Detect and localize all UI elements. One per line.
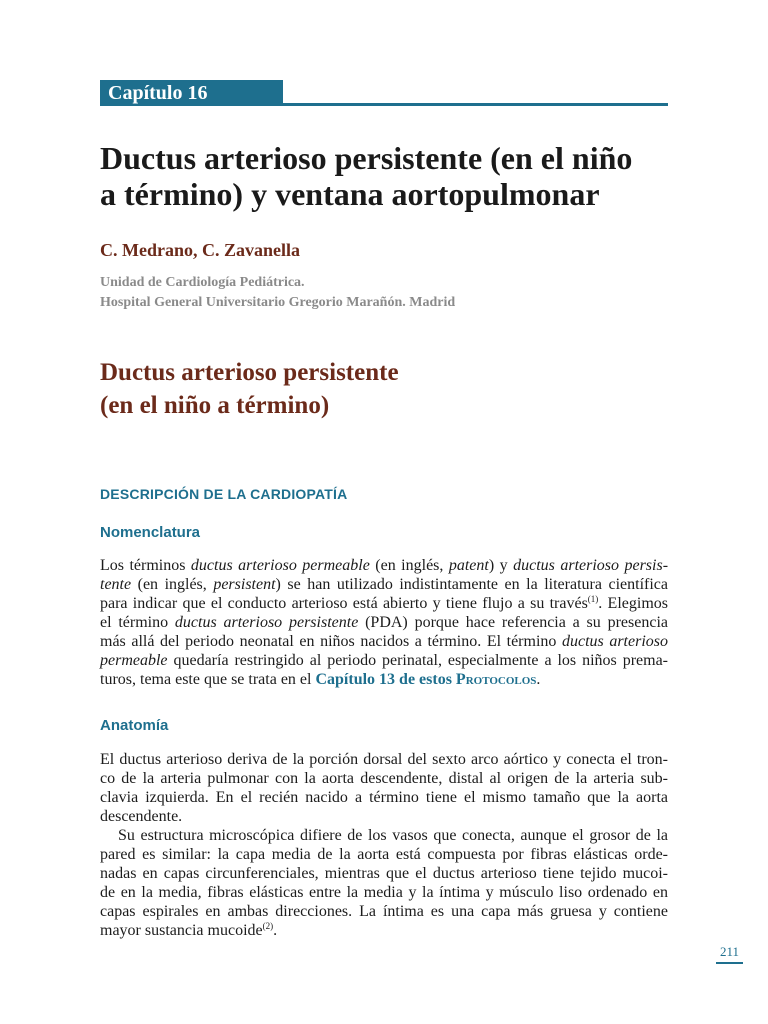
text-line: permeable quedaría restringido al periodo perinatal, especialmente a los niños prema- xyxy=(100,652,668,669)
affiliation-line-2: Hospital General Universitario Gregorio Marañón. Madrid xyxy=(100,295,456,310)
text-line: descendente. xyxy=(100,808,183,825)
chapter-header-bar xyxy=(100,80,668,106)
text-line: para indicar que el conducto arterioso está abierto y tiene flujo a su través$^{(1)}$. Elegimos xyxy=(100,594,668,612)
text-line: de en la media, fibras elásticas entre la media y la íntima y músculo liso ordenado en xyxy=(100,884,668,901)
affiliation xyxy=(100,273,455,313)
nomenclatura-paragraph xyxy=(100,556,668,689)
chapter-13-link[interactable]: Capítulo 13 de estos Protocolos xyxy=(315,671,537,688)
authors: C. Medrano, C. Zavanella xyxy=(100,240,300,260)
text-line: Su estructura microscópica difiere de los vasos que conecta, aunque el grosor de la xyxy=(118,827,668,844)
page-number: 211 xyxy=(716,944,743,964)
section-title xyxy=(100,356,399,422)
chapter-title-line-1: Ductus arterioso persistente (en el niño xyxy=(100,140,633,176)
nomenclatura-heading: Nomenclatura xyxy=(100,524,201,541)
text-line: el término ductus arterioso persistente (PDA) porque hace referencia a su presencia xyxy=(100,614,668,631)
anatomia-paragraph xyxy=(100,750,668,940)
description-heading: DESCRIPCIÓN DE LA CARDIOPATÍA xyxy=(100,486,348,502)
text-line: tente (en inglés, persistent) se han utilizado indistintamente en la literatura científica xyxy=(100,576,668,593)
text-line: turos, tema este que se trata en el Capítulo 13 de estos Protocolos. xyxy=(100,671,541,688)
text-line: mayor sustancia mucoide$^{(2)}$. xyxy=(100,921,278,939)
text-line: nadas en capas circunferenciales, mientras que el ductus arterioso tiene tejido mucoi- xyxy=(100,865,668,882)
chapter-title-line-2: a término) y ventana aortopulmonar xyxy=(100,176,600,212)
text-line: clavia izquierda. En el recién nacido a término tiene el mismo tamaño que la aorta xyxy=(100,789,668,806)
text-line: Los términos ductus arterioso permeable (en inglés, patent) y ductus arterioso persis- xyxy=(100,557,669,574)
citation-ref: (1) xyxy=(587,594,599,604)
citation-ref: (2) xyxy=(262,921,274,931)
text-line: más allá del periodo neonatal en niños nacidos a término. El término ductus arterioso xyxy=(100,633,668,650)
chapter-label: Capítulo 16 xyxy=(100,80,283,106)
text-line: El ductus arterioso deriva de la porción dorsal del sexto arco aórtico y conecta el tron- xyxy=(100,751,668,768)
section-title-line-1: Ductus arterioso persistente xyxy=(100,359,399,386)
text-line: pared es similar: la capa media de la aorta está compuesta por fibras elásticas orde- xyxy=(100,846,668,863)
section-title-line-2: (en el niño a término) xyxy=(100,392,330,419)
anatomia-heading: Anatomía xyxy=(100,717,169,734)
text-line: capas espirales en ambas direcciones. La íntima es una capa más gruesa y contiene xyxy=(100,903,668,920)
affiliation-line-1: Unidad de Cardiología Pediátrica. xyxy=(100,275,305,290)
text-line: co de la arteria pulmonar con la aorta descendente, distal al origen de la arteria sub- xyxy=(100,770,668,787)
chapter-title xyxy=(100,140,700,212)
